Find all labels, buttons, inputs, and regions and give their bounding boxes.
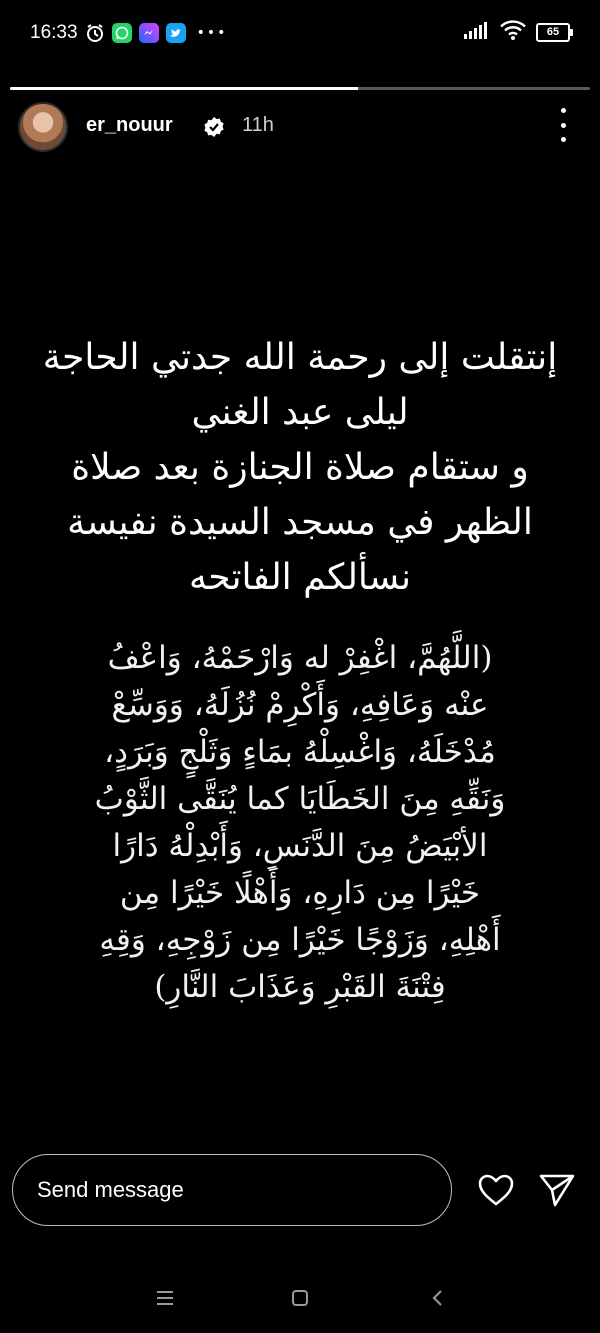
battery-icon: 65 xyxy=(536,23,570,42)
back-icon[interactable] xyxy=(424,1284,452,1312)
wifi-icon xyxy=(500,20,526,44)
dua-line: الأبْيَضُ مِنَ الدَّنَسِ، وَأَبْدِلْهُ دَارًا xyxy=(112,828,488,864)
status-bar xyxy=(0,0,600,70)
story-header xyxy=(18,100,588,156)
overflow-notifications: ••• xyxy=(196,25,228,41)
messenger-icon xyxy=(138,22,160,44)
dua-line: فِتْنَةَ القَبْرِ وَعَذَابَ النَّارِ) xyxy=(154,969,446,1005)
announcement-line: و ستقام صلاة الجنازة بعد صلاة xyxy=(71,447,529,488)
announcement-line: الظهر في مسجد السيدة نفيسة xyxy=(67,502,533,543)
dua-line: أَهْلِهِ، وَزَوْجًا خَيْرًا مِن زَوْجِهِ، وَقِهِ xyxy=(99,922,501,958)
home-icon[interactable] xyxy=(286,1284,314,1312)
dua-line: خَيْرًا مِن دَارِهِ، وَأَهْلًا خَيْرًا مِن xyxy=(119,875,481,911)
menu-icon[interactable] xyxy=(151,1284,179,1312)
dua-text xyxy=(30,635,570,1011)
send-icon[interactable] xyxy=(537,1170,577,1210)
dua-line: وَنَقِّهِ مِنَ الخَطَايَا كما يُنَقَّى الثَّوْبُ xyxy=(94,781,506,817)
story-progress-fill xyxy=(10,87,358,90)
heart-icon[interactable] xyxy=(476,1170,516,1210)
dua-line: عنْه وَعَافِهِ، وَأَكْرِمْ نُزُلَهُ، وَوَسِّعْ xyxy=(111,687,489,723)
twitter-icon xyxy=(165,22,187,44)
announcement-text xyxy=(30,330,570,605)
navigation-bar xyxy=(0,1270,600,1325)
story-time-ago: 11h xyxy=(242,114,274,136)
more-options-icon[interactable] xyxy=(556,108,570,142)
announcement-line: إنتقلت إلى رحمة الله جدتي الحاجة xyxy=(42,337,558,378)
alarm-icon xyxy=(84,22,106,44)
verified-badge-icon xyxy=(203,116,225,138)
dua-line: (اللَّهُمَّ، اغْفِرْ له وَارْحَمْهُ، وَاعْفُ xyxy=(107,640,493,676)
system-icons xyxy=(464,20,570,44)
avatar[interactable] xyxy=(18,102,68,152)
announcement-line: ليلى عبد الغني xyxy=(191,392,409,433)
username[interactable]: er_nouur xyxy=(86,114,173,136)
send-message-input[interactable]: Send message xyxy=(12,1154,452,1226)
announcement-line: نسألكم الفاتحه xyxy=(188,557,412,598)
story-progress-bar xyxy=(10,87,590,90)
story-content xyxy=(30,330,570,1011)
signal-icon xyxy=(464,21,490,43)
status-time: 16:33 xyxy=(30,22,78,43)
whatsapp-icon xyxy=(111,22,133,44)
dua-line: مُدْخَلَهُ، وَاغْسِلْهُ بمَاءٍ وَثَلْجٍ وَبَرَدٍ، xyxy=(104,734,496,770)
